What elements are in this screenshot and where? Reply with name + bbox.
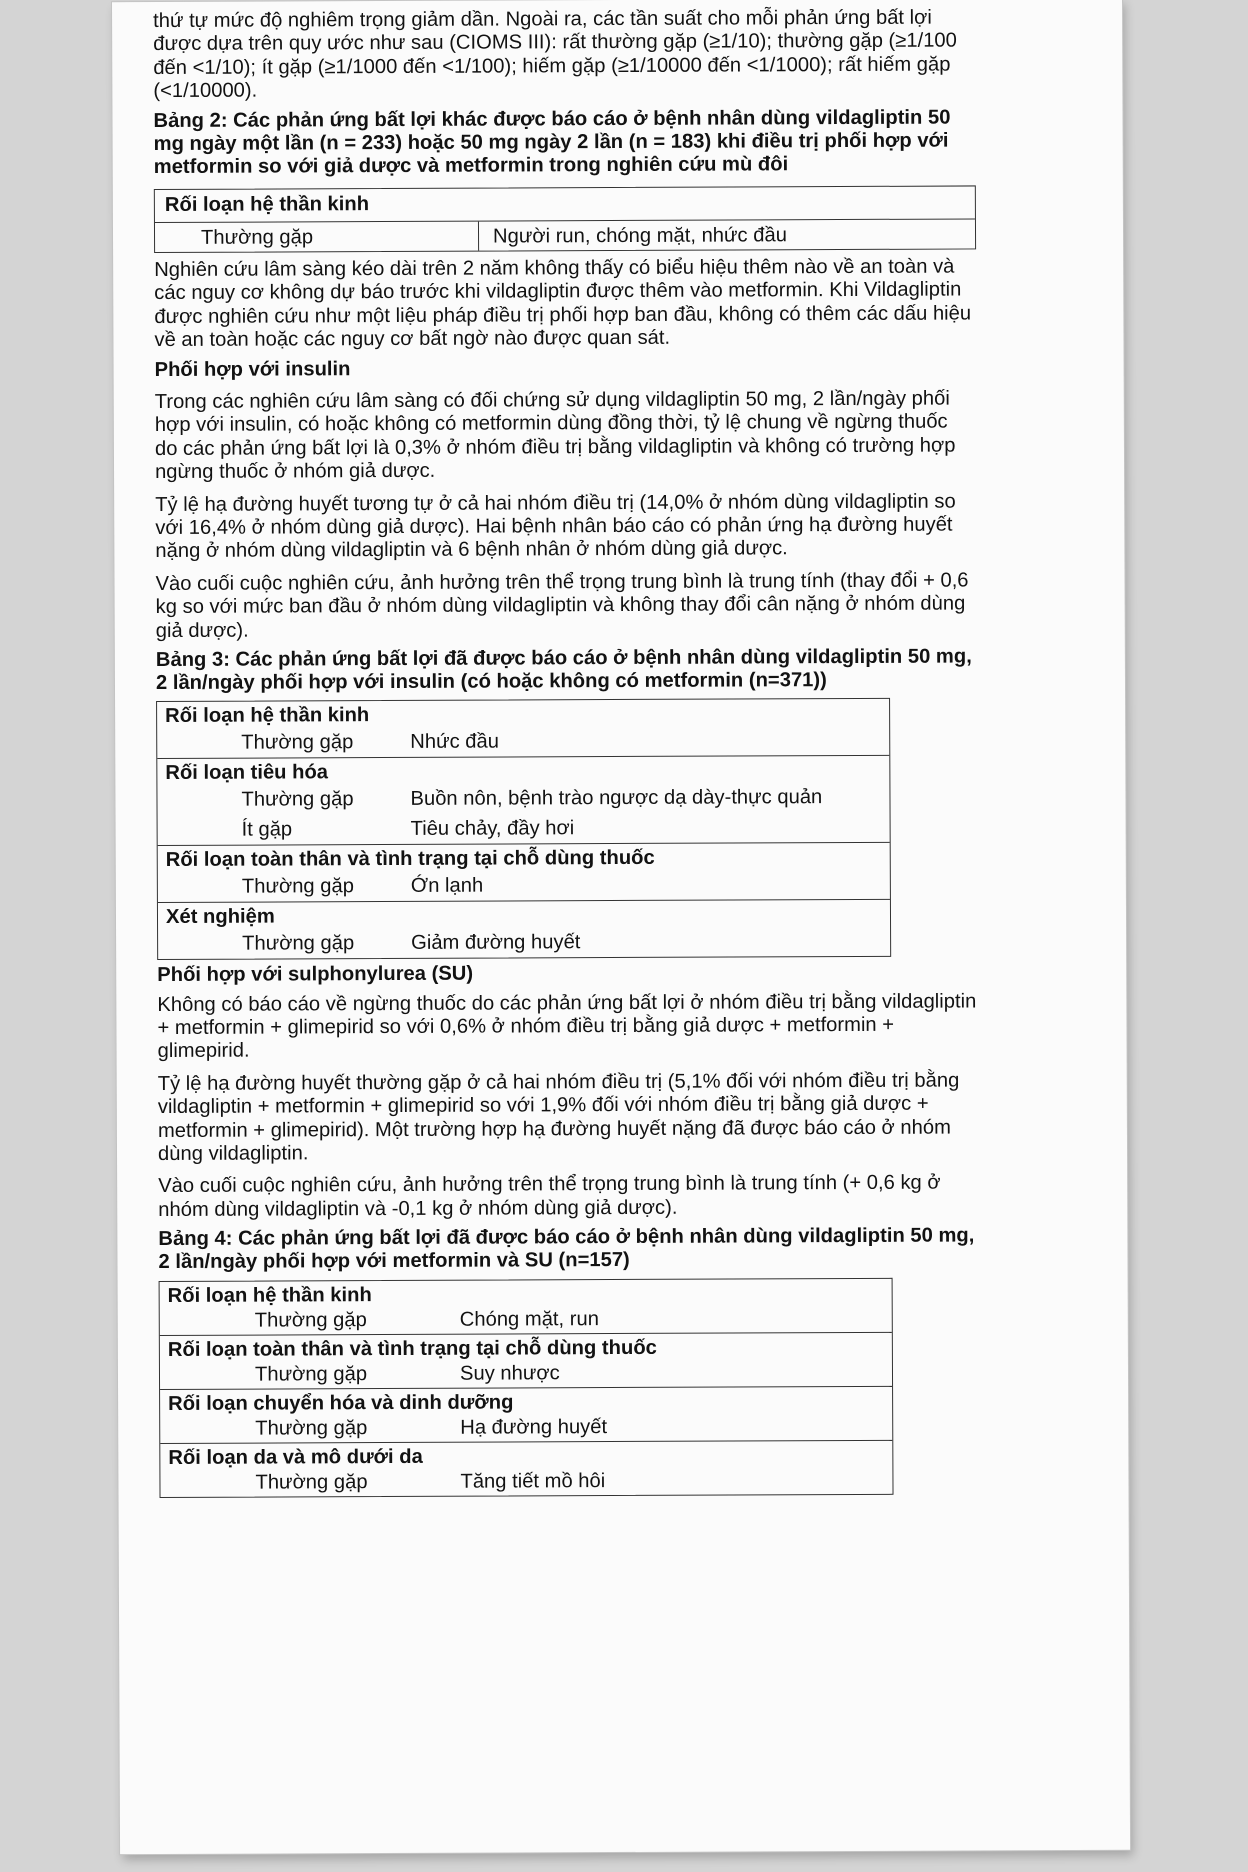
table3-group xyxy=(158,842,890,902)
insulin-paragraph-1: Trong các nghiên cứu lâm sàng có đối chứng sử dụng vildagliptin 50 mg, 2 lần/ngày phối hợp với insulin, có hoặc không có metformin dùng đồng thời, tỷ lệ chung về ngừng thuốc do các phản ứng bất lợi là 0,3% ở nhóm điều trị bằng vildagliptin và không có trường hợp ngừng thuốc ở nhóm giả dược. xyxy=(154,387,956,484)
frequency-cell: Thường gặp xyxy=(254,1308,367,1332)
table4 xyxy=(159,1277,894,1497)
table4-group xyxy=(160,1439,892,1496)
group-title: Rối loạn da và mô dưới da xyxy=(168,1445,423,1469)
frequency-cell: Thường gặp xyxy=(241,731,354,754)
group-title: Xét nghiệm xyxy=(165,905,275,929)
reaction-cell: Chóng mặt, run xyxy=(459,1307,599,1331)
su-heading: Phối hợp với sulphonylurea (SU) xyxy=(157,962,474,987)
frequency-cell: Thường gặp xyxy=(255,1470,368,1494)
group-title: Rối loạn tiêu hóa xyxy=(165,761,329,785)
table2-title: Bảng 2: Các phản ứng bất lợi khác được báo cáo ở bệnh nhân dùng vildagliptin 50 mg ngày một lần (n = 233) hoặc 50 mg ngày 2 lần (n = 183) khi điều trị phối hợp với metformin so với giả dược và metformin trong nghiên cứu mù đôi xyxy=(153,106,951,179)
group-title: Rối loạn toàn thân và tình trạng tại chỗ dùng thuốc xyxy=(165,847,655,872)
frequency-cell: Thường gặp xyxy=(242,932,355,955)
table-row xyxy=(155,219,975,252)
frequency-cell: Thường gặp xyxy=(241,875,354,898)
group-title: Rối loạn chuyển hóa và dinh dưỡng xyxy=(168,1391,514,1415)
su-paragraph-3: Vào cuối cuộc nghiên cứu, ảnh hưởng trên thể trọng trung bình là trung tính (+ 0,6 kg ở nhóm dùng vildagliptin và -0,1 kg ở nhóm dùng giả dược). xyxy=(158,1171,941,1221)
table4-group xyxy=(160,1278,892,1334)
table2 xyxy=(154,186,976,253)
su-paragraph-2: Tỷ lệ hạ đường huyết thường gặp ở cả hai nhóm điều trị (5,1% đối với nhóm điều trị bằng vildagliptin + metformin + glimepirid so với 1,9% đối với nhóm điều trị bằng giả dược + metformin + glimepirid). Một trường hợp hạ đường huyết nặng đã được báo cáo ở nhóm dùng vildagliptin. xyxy=(157,1069,960,1165)
table3-group xyxy=(157,699,889,758)
page-content xyxy=(153,6,979,1497)
reaction-cell: Giảm đường huyết xyxy=(411,931,581,955)
table4-group xyxy=(160,1331,892,1388)
table-row xyxy=(158,926,890,959)
reaction-cell: Suy nhược xyxy=(459,1361,560,1385)
para-after-table2: Nghiên cứu lâm sàng kéo dài trên 2 năm không thấy có biểu hiệu thêm nào về an toàn và các nguy cơ không dự báo trước khi vildagliptin được thêm vào metformin. Khi Vildagliptin được nghiên cứu như một liệu pháp điều trị phối hợp ban đầu, không có thêm các dấu hiệu về an toàn hoặc các nguy cơ bất ngờ nào được quan sát. xyxy=(154,255,972,352)
reaction-cell: Ớn lạnh xyxy=(410,874,484,898)
intro-paragraph: thứ tự mức độ nghiêm trọng giảm dần. Ngoài ra, các tần suất cho mỗi phản ứng bất lợi được dựa trên quy ước như sau (CIOMS III): rất thường gặp (≥1/10); thường gặp (≥1/100 đến <1/10); ít gặp (≥1/1000 đến <1/100); hiếm gặp (≥1/10000 đến <1/1000); rất hiếm gặp (<1/10000). xyxy=(153,6,957,103)
table3-title: Bảng 3: Các phản ứng bất lợi đã được báo cáo ở bệnh nhân dùng vildagliptin 50 mg, 2 lần/ngày phối hợp với insulin (có hoặc không có metformin (n=371)) xyxy=(155,645,972,695)
frequency-cell: Thường gặp xyxy=(254,1362,368,1386)
table3 xyxy=(156,698,891,960)
table3-group xyxy=(157,755,889,845)
frequency-cell: Thường gặp xyxy=(241,788,354,811)
table-row xyxy=(160,1412,892,1442)
table2-group: Rối loạn hệ thần kinh xyxy=(155,187,975,223)
frequency-cell: Thường gặp xyxy=(255,1416,368,1440)
frequency-cell: Ít gặp xyxy=(241,818,293,841)
table-row xyxy=(157,725,889,758)
group-title: Rối loạn toàn thân và tình trạng tại chỗ dùng thuốc xyxy=(167,1336,657,1361)
table-row xyxy=(160,1304,892,1334)
table4-group xyxy=(160,1385,892,1442)
table-row xyxy=(158,812,890,845)
document-page xyxy=(112,0,1130,1854)
reaction-cell: Tăng tiết mồ hôi xyxy=(460,1469,606,1493)
table2-frequency: Thường gặp xyxy=(155,221,479,252)
group-title: Rối loạn hệ thần kinh xyxy=(167,1283,372,1307)
insulin-paragraph-3: Vào cuối cuộc nghiên cứu, ảnh hưởng trên thể trọng trung bình là trung tính (thay đổi + 0,6 kg so với mức ban đầu ở nhóm dùng vildagliptin và không thay đổi cân nặng ở nhóm dùng giả dược). xyxy=(155,569,969,642)
table4-title: Bảng 4: Các phản ứng bất lợi đã được báo cáo ở bệnh nhân dùng vildagliptin 50 mg, 2 lần/ngày phối hợp với metformin và SU (n=157) xyxy=(158,1224,975,1274)
table-row xyxy=(157,782,889,815)
reaction-cell: Buồn nôn, bệnh trào ngược dạ dày-thực quản xyxy=(410,786,823,811)
table-row xyxy=(160,1466,892,1496)
su-paragraph-1: Không có báo cáo về ngừng thuốc do các phản ứng bất lợi ở nhóm điều trị bằng vildagliptin + metformin + glimepirid so với 0,6% ở nhóm điều trị bằng giả dược + metformin + glimepirid. xyxy=(157,989,977,1063)
reaction-cell: Tiêu chảy, đầy hơi xyxy=(410,817,575,841)
table2-reactions: Người run, chóng mặt, nhức đầu xyxy=(492,223,787,248)
reaction-cell: Nhức đầu xyxy=(410,730,500,754)
insulin-heading: Phối hợp với insulin xyxy=(154,357,351,381)
table-row xyxy=(158,869,890,902)
insulin-paragraph-2: Tỷ lệ hạ đường huyết tương tự ở cả hai nhóm điều trị (14,0% ở nhóm dùng vildagliptin so với 16,4% ở nhóm dùng giả dược). Hai bệnh nhân báo cáo có phản ứng hạ đường huyết nặng ở nhóm dùng vildagliptin và 6 bệnh nhân ở nhóm dùng giả dược. xyxy=(155,490,956,563)
reaction-cell: Hạ đường huyết xyxy=(460,1415,608,1439)
group-title: Rối loạn hệ thần kinh xyxy=(165,704,370,728)
table3-group xyxy=(158,899,890,959)
table-row xyxy=(160,1358,892,1388)
